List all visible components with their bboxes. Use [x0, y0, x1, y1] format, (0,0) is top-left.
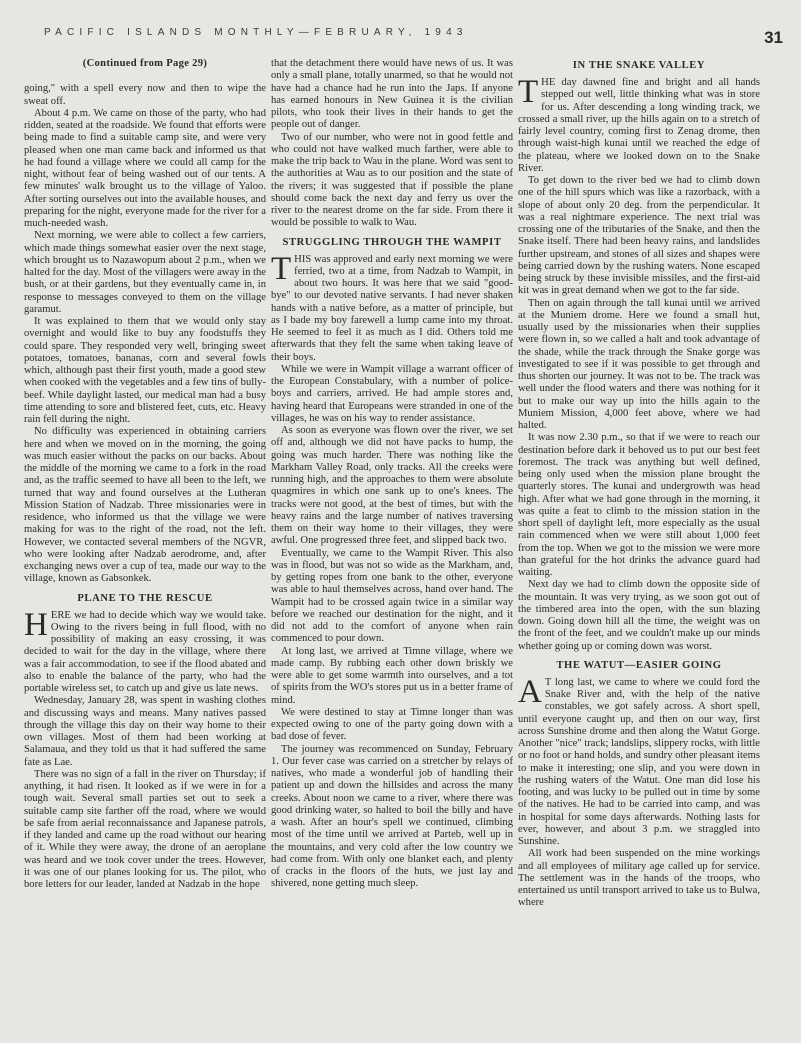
paragraph: We were destined to stay at Timne longer than was expected owing to one of the party going down with a bad dose of fever. — [271, 706, 513, 743]
continued-note: (Continued from Page 29) — [82, 58, 208, 69]
paragraph: Eventually, we came to the Wampit River. This also was in flood, but was not so wide as the Markham, and, by getting ropes from one bank to the other, everyone was able to haul themselves across, hand over hand. The Wampit had to be crossed again twice in a similar way before we reached our destination for the night, and it did not add to the comfort of anyone when rain commenced to pour down. — [271, 547, 513, 645]
paragraph: While we were in Wampit village a warrant officer of the European Constabulary, with a number of police-boys and carriers, arrived. He had ample stores and, having heard that Europeans were stranded in one of the villages, he was on his way to render assistance. — [271, 363, 513, 424]
paragraph — [24, 606, 266, 696]
paragraph: There was no sign of a fall in the river on Thursday; if anything, it had risen. It looked as if we were in for a tough wait. Several small parties set out to seek a suitable camp site farther off the road, where we would be safe from aerial reconnaissance and Japanese patrols, if they landed and came up the road without our hearing of it. While they were away, the drone of an aeroplane was heard and we took cover under the trees. However, it was one of our planes looking for us. The pilot, who bore letters for our leader, landed at Nadzab in the hope — [24, 768, 266, 890]
paragraph: No difficulty was experienced in obtaining carriers here and when we moved on in the morning, the going was much easier without the packs on our backs. About the middle of the morning we came to a fork in the road and, as the traffic seemed to have all been to the left, we turned that way and found ourselves at the Lutheran Mission Station of Nadzab. Three missionaries were in residence, who informed us that the village we were making for was to the right of the road, not the left. However, we contacted several members of the NGVR, who were looking after Nadzab aerodrome, and, after exchanging news over a cup of tea, made our way to the village, known as Gabsonkek. — [24, 426, 266, 585]
paragraph: To get down to the river bed we had to climb down one of the hill spurs which was like a razorback, with a slope of about only 20 deg. from the perpendicular. It was a real nightmare experience. The next trial was crossing one of the tributaries of the Snake, and then the Snake itself. There had been heavy rains, and landslides further upstream, and stones of all sizes and shapes were being carried down by the rushing waters. None escaped being struck by these invisible missiles, and the first-aid kit was in great demand when we got to the far side. — [518, 175, 760, 297]
drop-cap: H — [24, 606, 48, 643]
section-heading: STRUGGLING THROUGH THE WAMPIT — [282, 236, 502, 248]
paragraph-text: T long last, we came to where we could ford the Snake River and, with the help of the native constables, we got safely across. A short spell, until everyone caught up, and then on our way, first across Sunshine drome and then along the Watut Gorge. Another "nice" track; landslips, slippery rocks, with little or no foot or hand holds, and sundry other pleasant items to make it interesting; one slip, and you were down in the rushing waters of the Watut. One man did lose his footing, and was lucky to be pulled out in time by some of the natives. He had to be carried into camp, and was in hospital for some days afterwards. Nothing lasts for ever, however, and about 3 p.m. we straggled into Sunshine. — [518, 676, 760, 847]
drop-cap: A — [518, 673, 542, 710]
paragraph: Next morning, we were able to collect a few carriers, which made things somewhat easier over the next stage, which brought us to Nazawopum about 2 p.m., when we halted for the day. Most of the villagers were away in the bush, or at their gardens, but they eventually came in, in response to messages conveyed to them on the village garamut. — [24, 230, 266, 315]
paragraph-text: HE day dawned fine and bright and all hands stepped out well, little thinking what was in store for us. After descending a long winding track, we crossed a small river, up the hills again on to a stretch of fairly level country, coming first to Zenag drome, then through waist-high kunai until we reached the edge of the plateau, where we looked down on to the Snake River. — [518, 77, 760, 174]
section-heading: PLANE TO THE RESCUE — [77, 592, 213, 604]
column-2 — [271, 58, 513, 1038]
page-header — [0, 0, 801, 50]
paragraph-text: ERE we had to decide which way we would take. Owing to the rivers being in full flood, with no possibility of making an easy crossing, it was decided to wait for the day in the village, where there was a fair accommodation, to see if the flood abated and also to enable the balance of the party, who had the portable wireless set, to catch up and give us late news. — [24, 609, 266, 694]
running-head: PACIFIC ISLANDS MONTHLY—FEBRUARY, 1943 — [44, 27, 468, 38]
section-heading: IN THE SNAKE VALLEY — [572, 60, 706, 71]
paragraph: that the detachment there would have news of us. It was only a small plane, totally unarmed, so that he would not have had a chance had he run into the Japs. If anyone has earned honours in New Guinea it is the civilian pilots, who took their lives in their hands to get the people out of danger. — [271, 58, 513, 131]
paragraph — [518, 673, 760, 849]
column-3 — [518, 60, 760, 1040]
paragraph: going," with a spell every now and then to wipe the sweat off. — [24, 83, 266, 107]
paragraph: Two of our number, who were not in good fettle and who could not have walked much farther, were able to make the trip back to Wau in the plane. Word was sent to the authorities at Wau as to our position and the state of the rivers; it was suggested that if possible the plane should come back the next day and ferry us over the river to the nearest drome on the far side. From there it would be possible to walk to Wau. — [271, 131, 513, 229]
paragraph: Next day we had to climb down the opposite side of the mountain. It was very trying, as we soon got out of the timbered area into the open, with the sun blazing down. Going down hill all the time, the weight was on the front of the feet, and we couldn't make up our minds whether going up or coming down was worst. — [518, 579, 760, 652]
paragraph: All work had been suspended on the mine workings and all employees of military age called up for service. The settlement was in the hands of the troops, who entertained us until transport arrived to take us to Bulwa, where — [518, 848, 760, 909]
paragraph: Wednesday, January 28, was spent in washing clothes and discussing ways and means. Many natives passed through the village this day on their way home to their own villages. Most of them had been working at Salamaua, and they told us that it had suffered the same fate as Lae. — [24, 695, 266, 768]
paragraph — [271, 250, 513, 364]
drop-cap: T — [271, 250, 292, 287]
paragraph — [518, 74, 760, 175]
paragraph: It was explained to them that we would only stay overnight and would like to buy any foodstuffs they could spare. They responded very well, bringing sweet potatoes, tomatoes, bananas, corn and several fowls which, although past their first youth, made a good stew when cooked with the vegetables and a few tins of bully-beef. While daylight lasted, our medical man had a busy time attending to sore and blistered feet, cuts, etc. Heavy rain fell during the night. — [24, 316, 266, 425]
column-1 — [24, 58, 266, 1038]
drop-cap: T — [518, 74, 539, 110]
paragraph: At long last, we arrived at Timne village, where we made camp. By rubbing each other down briskly we were able to get some warmth into ourselves, and a tot of spirits from the WO's stores put us in a better frame of mind. — [271, 645, 513, 706]
paragraph: About 4 p.m. We came on those of the party, who had ridden, seated at the roadside. We found that efforts were being made to find a suitable camp site, and were very pleased when one man came back and informed us that he had found a village where we could all camp for the night, without fear of being washed out of our tents. A few minutes' walk brought us to the village of Yaloo. After sorting ourselves out into the available houses, and preparing for the night, everyone made for the river for a much-needed wash. — [24, 107, 266, 229]
section-heading: THE WATUT—EASIER GOING — [556, 659, 722, 671]
paragraph: It was now 2.30 p.m., so that if we were to reach our destination before dark it behoved us to put our best feet foremost. The track was anything but well defined, being only used when the mission plane brought the quarterly stores. The kunai and undergrowth was head high. After what we had gone through in the morning, it was quite a feat to climb to the mission station in the short spell of daylight left, more especially as the usual rain commenced when we were still about 1,000 feet from the top. When we got to the mission we were more than grateful for the hot drinks the advance guard had waiting. — [518, 432, 760, 578]
paragraph: As soon as everyone was flown over the river, we set off and, although we did not have packs to hump, the going was much harder. There was nothing like the Markham Valley Road, only tracks. All the creeks were running high, and the approaches to them were absolute quagmires in which one sank up to one's knees. The tracks were not good, at the best of times, but with the heavy rains and the large number of natives traversing them on their way home to their villages, they were awful. One progressed three feet, and slipped back two. — [271, 425, 513, 547]
paragraph-text: HIS was approved and early next morning we were ferried, two at a time, from Nadzab to Wampit, in about two hours. It was here that we said "good-bye" to our devoted native servants. I had never shaken hands with a native before, as a matter of principle, but as I bade my boy farewell a lump came into my throat. He seemed to feel it as much as I did. Others told me afterwards that they felt the same when taking leave of their boys. — [271, 253, 513, 363]
page-number: 31 — [764, 28, 783, 47]
paragraph: The journey was recommenced on Sunday, February 1. Our fever case was carried on a stretcher by relays of natives, who made a wonderful job of handling their patient up and down the hillsides and across the many creeks. About noon we came to a river, where there was good drinking water, so halted to boil the billy and have a wash. After an hour's spell we continued, climbing most of the time until we arrived at Parteb, well up in the mountains, and very cold after the low country we had come from. With only one blanket each, and plenty of cracks in the floors of the huts, we just lay and shivered, none getting much sleep. — [271, 743, 513, 890]
paragraph: Then on again through the tall kunai until we arrived at the Muniem drome. Here we found a small hut, usually used by the missionaries when their supplies were flown in, so we called a halt and took advantage of the shade, while the track through the Snake gorge was investigated to see if it was possible to get through and thus shorten our journey. It was not to be. The track was well under the flood waters and there was nothing for it but to make our way up into the hills again to the Muniem Mission, 4,000 feet above, where we had halted. — [518, 297, 760, 431]
